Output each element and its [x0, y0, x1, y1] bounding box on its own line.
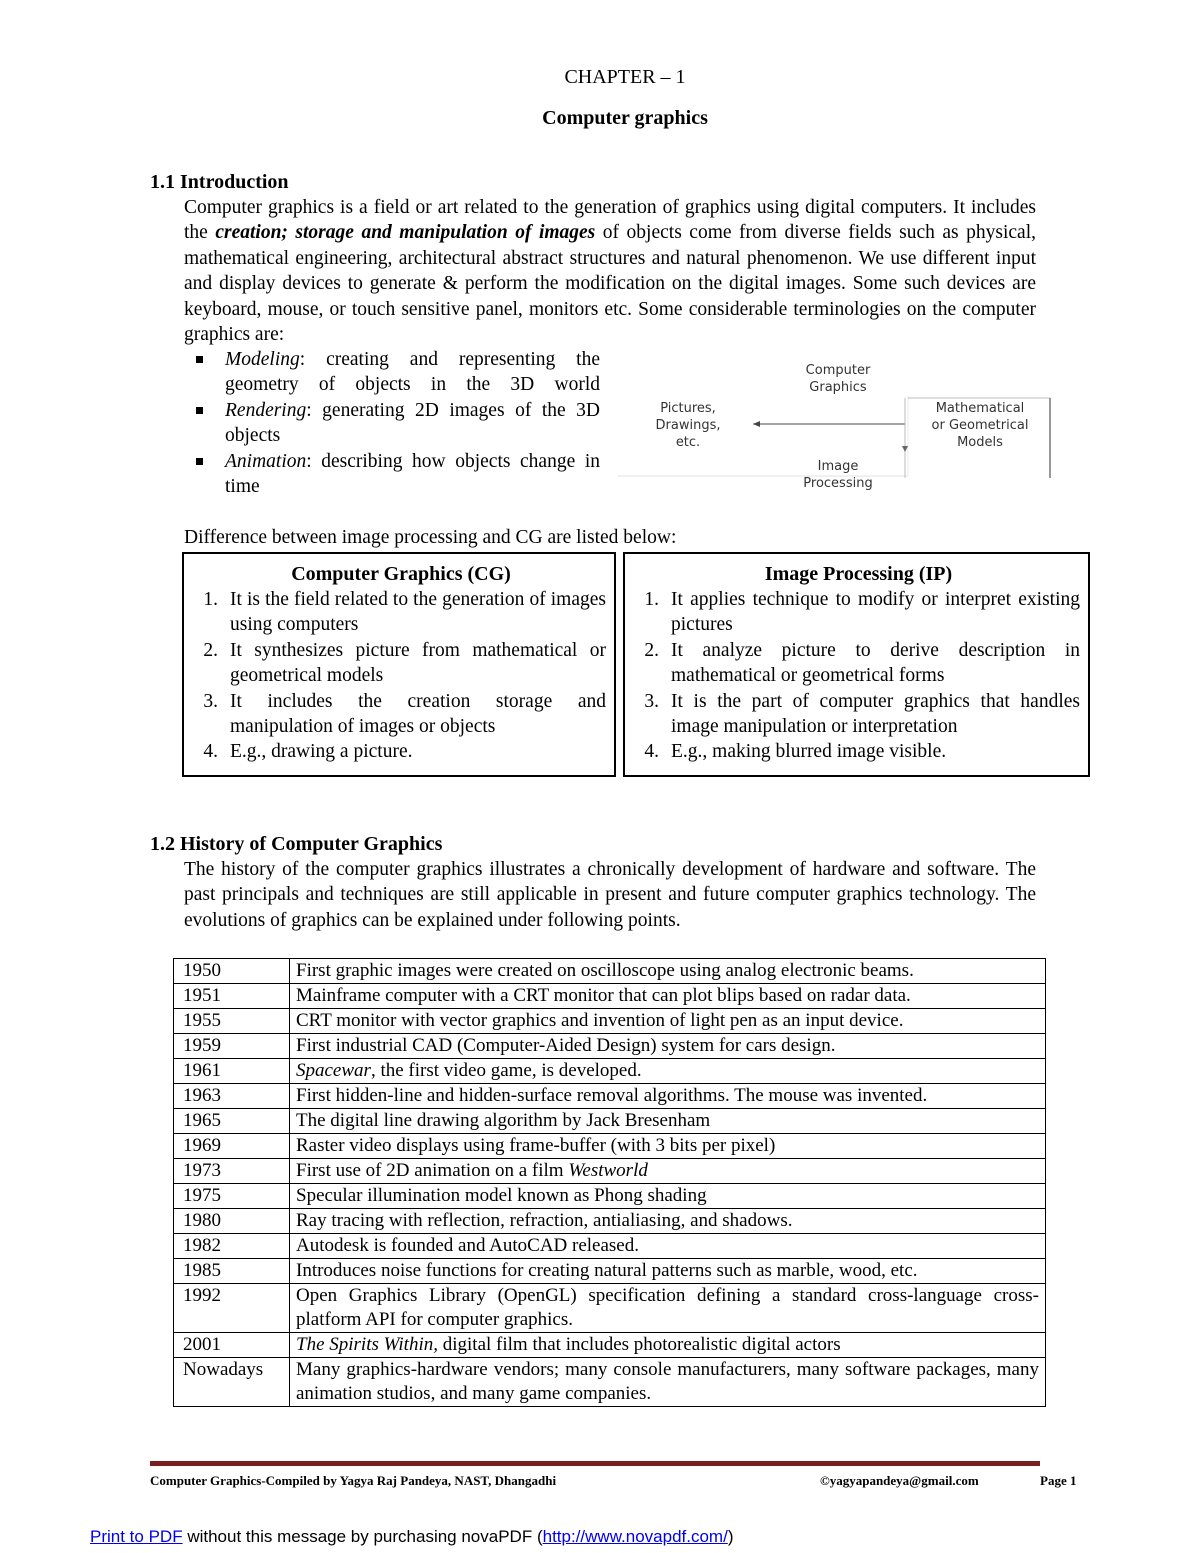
table-row [174, 1009, 1046, 1034]
table-row [174, 959, 1046, 984]
history-year: 1969 [174, 1134, 290, 1159]
list-item: Modeling: creating and representing the geometry of objects in the 3D world [192, 347, 600, 398]
diagram-top-label: Computer Graphics [805, 363, 871, 395]
list-item: Animation: describing how objects change in time [192, 449, 600, 500]
novapdf-watermark: Print to PDF without this message by purchasing novaPDF (http://www.novapdf.com/) [90, 1527, 734, 1546]
chapter-title: Computer graphics [542, 107, 708, 129]
table-row [174, 1159, 1046, 1184]
table-row [174, 1259, 1046, 1284]
footer-credit: Computer Graphics-Compiled by Yagya Raj Pandeya, NAST, Dhangadhi [150, 1473, 557, 1488]
history-event: Introduces noise functions for creating natural patterns such as marble, wood, etc. [290, 1259, 1046, 1284]
list-item: 2. It synthesizes picture from mathematical or geometrical models [203, 639, 606, 687]
cg-box-title: Computer Graphics (CG) [291, 563, 511, 585]
history-year: 1985 [174, 1259, 290, 1284]
history-year: 1965 [174, 1109, 290, 1134]
table-row [174, 1333, 1046, 1358]
list-item: 1. It is the field related to the generation of images using computers [203, 589, 606, 636]
history-event: Many graphics-hardware vendors; many console manufacturers, many software packages, many animation studios, and many game companies. [290, 1358, 1046, 1407]
history-heading: 1.2 History of Computer Graphics [150, 833, 443, 855]
history-year: 1955 [174, 1009, 290, 1034]
footer-email: ©yagyapandeya@gmail.com [820, 1473, 979, 1488]
difference-intro: Difference between image processing and CG are listed below: [184, 527, 677, 548]
cg-box [182, 552, 616, 777]
history-year: 1973 [174, 1159, 290, 1184]
list-item: 3. It is the part of computer graphics that handles image manipulation or interpretation [644, 690, 1080, 738]
history-year: 1992 [174, 1284, 290, 1333]
history-event: CRT monitor with vector graphics and invention of light pen as an input device. [290, 1009, 1046, 1034]
history-event: First hidden-line and hidden-surface removal algorithms. The mouse was invented. [290, 1084, 1046, 1109]
table-row [174, 1358, 1046, 1407]
table-row [174, 1134, 1046, 1159]
history-event: First use of 2D animation on a film Westworld [290, 1159, 1046, 1184]
history-year: 1950 [174, 959, 290, 984]
intro-emphasis: creation; storage and manipulation of images [215, 222, 596, 244]
history-event: Autodesk is founded and AutoCAD released. [290, 1234, 1046, 1259]
history-event: Raster video displays using frame-buffer (with 3 bits per pixel) [290, 1134, 1046, 1159]
history-event: Ray tracing with reflection, refraction, antialiasing, and shadows. [290, 1209, 1046, 1234]
cg-ip-diagram [618, 356, 1058, 492]
history-table [173, 958, 1046, 1407]
history-event: First graphic images were created on oscilloscope using analog electronic beams. [290, 959, 1046, 984]
table-row [174, 1209, 1046, 1234]
terminology-list [192, 347, 600, 499]
history-year: Nowadays [174, 1358, 290, 1407]
list-item: 1. It applies technique to modify or interpret existing pictures [644, 589, 1080, 636]
chapter-label: CHAPTER – 1 [564, 66, 686, 88]
list-item: 3. It includes the creation storage and manipulation of images or objects [203, 690, 606, 738]
table-row [174, 1284, 1046, 1333]
list-item: 2. It analyze picture to derive description in mathematical or geometrical forms [644, 639, 1080, 687]
history-year: 2001 [174, 1333, 290, 1358]
history-year: 1963 [174, 1084, 290, 1109]
print-to-pdf-link[interactable]: Print to PDF [90, 1527, 183, 1546]
history-year: 1961 [174, 1059, 290, 1084]
table-row [174, 1059, 1046, 1084]
ip-box [623, 552, 1090, 777]
history-event: First industrial CAD (Computer-Aided Design) system for cars design. [290, 1034, 1046, 1059]
history-event: The Spirits Within, digital film that includes photorealistic digital actors [290, 1333, 1046, 1358]
history-year: 1959 [174, 1034, 290, 1059]
history-event: Spacewar, the first video game, is developed. [290, 1059, 1046, 1084]
history-event: Mainframe computer with a CRT monitor that can plot blips based on radar data. [290, 984, 1046, 1009]
history-event: The digital line drawing algorithm by Jack Bresenham [290, 1109, 1046, 1134]
history-event: Specular illumination model known as Phong shading [290, 1184, 1046, 1209]
intro-heading: 1.1 Introduction [150, 171, 289, 193]
novapdf-url-link[interactable]: http://www.novapdf.com/ [542, 1527, 728, 1546]
ip-box-title: Image Processing (IP) [764, 563, 953, 585]
ip-list [637, 587, 1080, 765]
history-year: 1980 [174, 1209, 290, 1234]
list-item: 4. E.g., drawing a picture. [203, 741, 413, 763]
page-number: Page 1 [1040, 1473, 1077, 1488]
table-row [174, 1109, 1046, 1134]
history-year: 1975 [174, 1184, 290, 1209]
list-item: 4. E.g., making blurred image visible. [644, 741, 947, 763]
history-year: 1951 [174, 984, 290, 1009]
diagram-left-label: Pictures, Drawings, etc. [655, 401, 721, 450]
diagram-bottom-label: Image Processing [803, 459, 873, 491]
intro-paragraph: Computer graphics is a field or art related to the generation of graphics using digital computers. It includes the creation; storage and manipulation of images of objects come from diverse fields such as physical, mathematical engineering, architectural abstract structures and natural phenomenon. We use different input and display devices to generate & perform the modification on the digital images. Some such devices are keyboard, mouse, or touch sensitive panel, monitors etc. Some considerable terminologies on the computer graphics are: [184, 197, 1036, 346]
footer-rule [150, 1461, 1040, 1466]
table-row [174, 984, 1046, 1009]
history-event: Open Graphics Library (OpenGL) specification defining a standard cross-language cross-platform API for computer graphics. [290, 1284, 1046, 1333]
table-row [174, 1034, 1046, 1059]
cg-list [196, 587, 606, 765]
table-row [174, 1184, 1046, 1209]
history-year: 1982 [174, 1234, 290, 1259]
diagram-right-label: Mathematical or Geometrical Models [931, 401, 1029, 450]
table-row [174, 1234, 1046, 1259]
list-item: Rendering: generating 2D images of the 3D objects [192, 398, 600, 449]
history-paragraph: The history of the computer graphics illustrates a chronically development of hardware and software. The past principals and techniques are still applicable in present and future computer graphics technology. The evolutions of graphics can be explained under following points. [184, 859, 1036, 931]
table-row [174, 1084, 1046, 1109]
